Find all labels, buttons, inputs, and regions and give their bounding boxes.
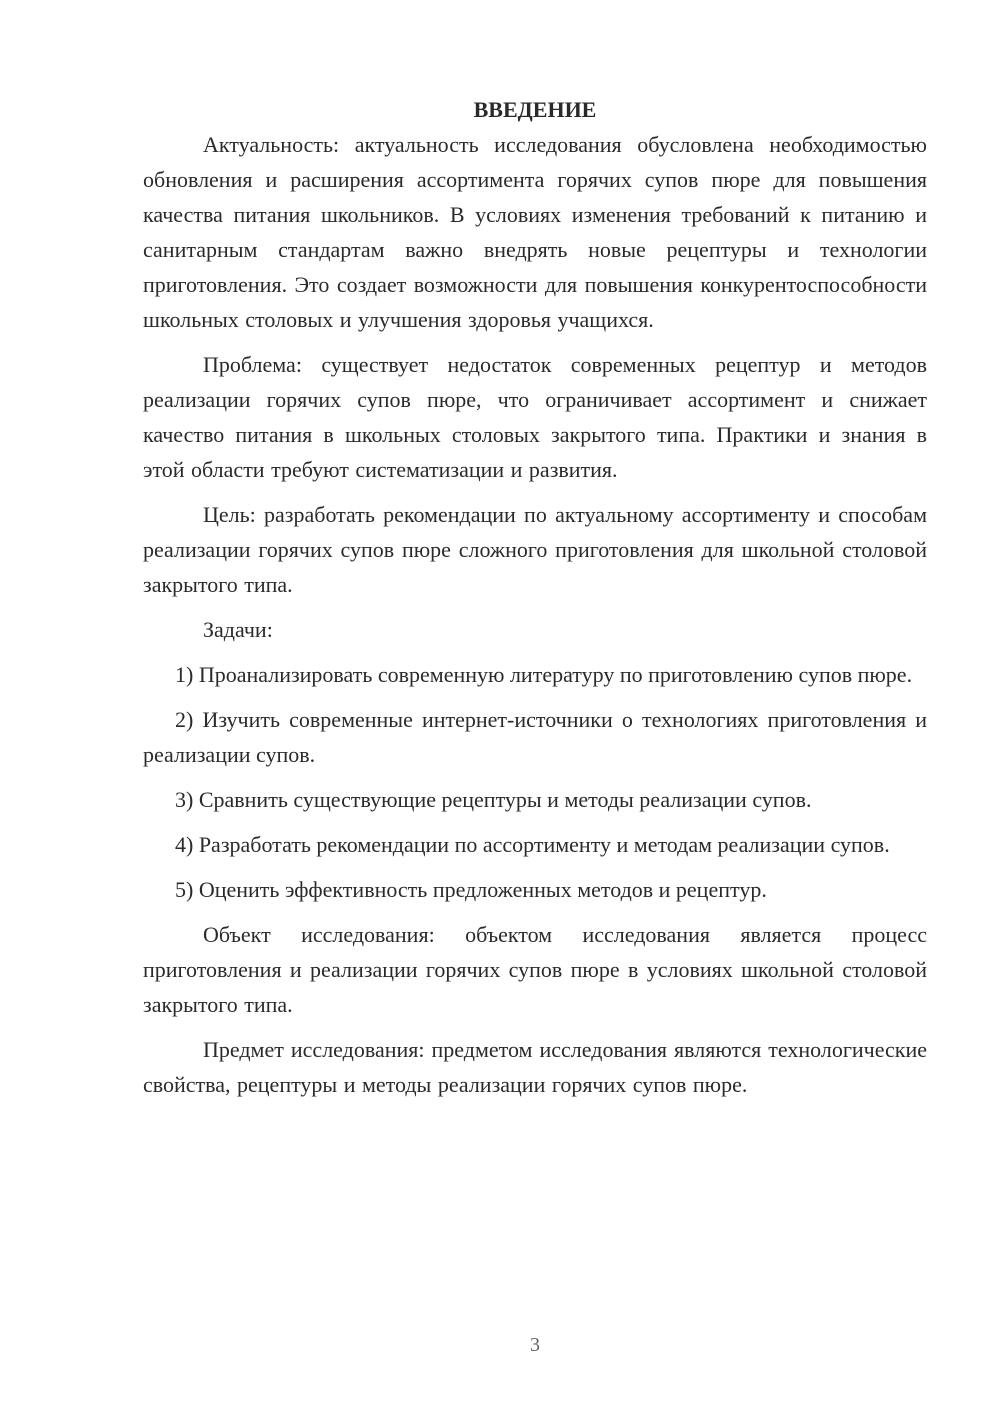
- tasks-heading: Задачи:: [203, 617, 273, 642]
- task-item-3: 3) Сравнить существующие рецептуры и методы реализации супов.: [175, 787, 812, 812]
- task-item-1: 1) Проанализировать современную литературу по приготовлению супов пюре.: [175, 662, 913, 687]
- task-item-5: 5) Оценить эффективность предложенных методов и рецептур.: [175, 877, 767, 902]
- page-number: 3: [530, 1334, 540, 1356]
- paragraph-object: Объект исследования: объектом исследования является процесс приготовления и реализации горячих супов пюре в условиях школьной столовой закрытого типа.: [143, 922, 927, 1017]
- paragraph-relevance: Актуальность: актуальность исследования обусловлена необходимостью обновления и расширения ассортимента горячих супов пюре для повышения качества питания школьников. В условиях изменения требований к питанию и санитарным стандартам важно внедрять новые рецептуры и технологии приготовления. Это создает возможности для повышения конкурентоспособности школьных столовых и улучшения здоровья учащихся.: [143, 132, 927, 332]
- page-title: ВВЕДЕНИЕ: [473, 97, 597, 122]
- paragraph-problem: Проблема: существует недостаток современных рецептур и методов реализации горячих супов пюре, что ограничивает ассортимент и снижает качество питания в школьных столовых закрытого типа. Практики и знания в этой области требуют систематизации и развития.: [143, 352, 927, 482]
- task-item-2: 2) Изучить современные интернет-источники о технологиях приготовления и реализации супов.: [143, 707, 927, 767]
- paragraph-subject: Предмет исследования: предметом исследования являются технологические свойства, рецептуры и методы реализации горячих супов пюре.: [143, 1037, 927, 1097]
- task-item-4: 4) Разработать рекомендации по ассортименту и методам реализации супов.: [175, 832, 890, 857]
- paragraph-goal: Цель: разработать рекомендации по актуальному ассортименту и способам реализации горячих супов пюре сложного приготовления для школьной столовой закрытого типа.: [143, 502, 927, 597]
- document-page: [143, 92, 927, 1112]
